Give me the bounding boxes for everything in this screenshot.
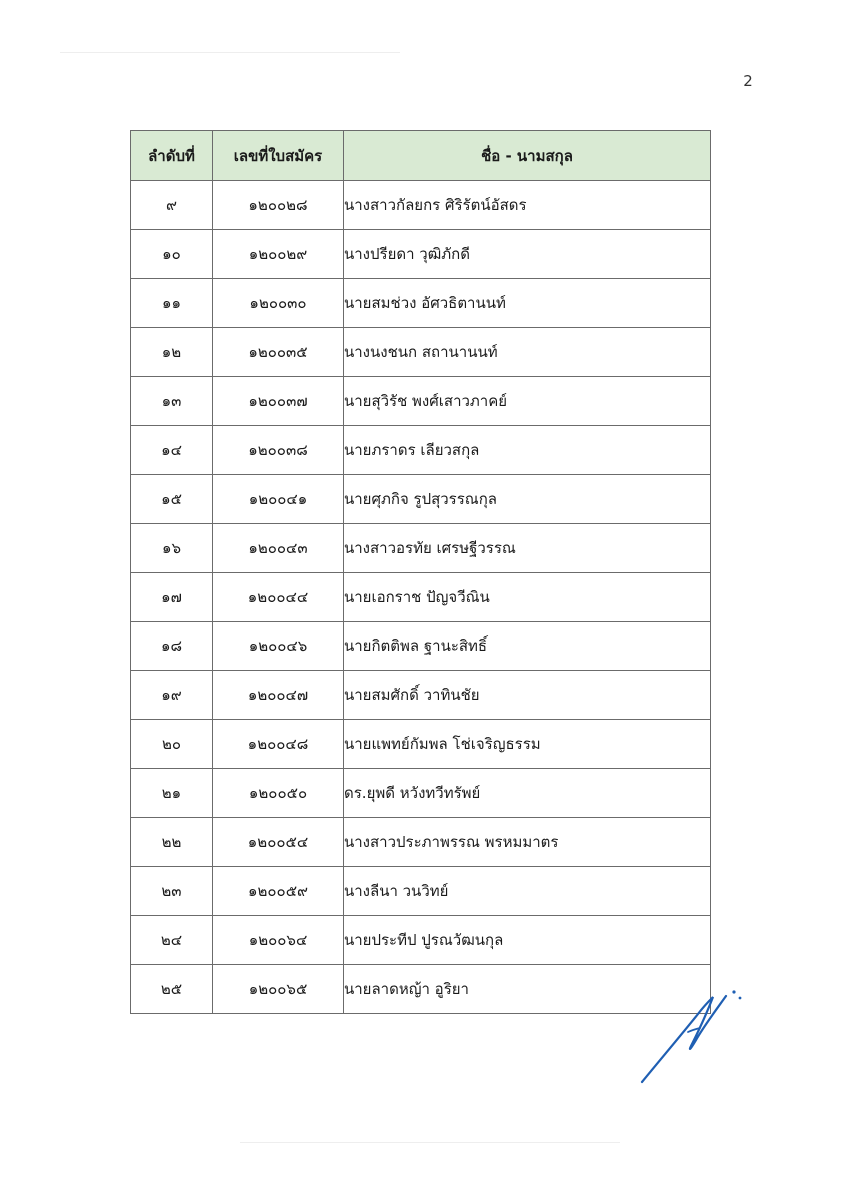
row-seq: ๑๐ — [131, 230, 213, 279]
scan-artifact-line — [240, 1142, 620, 1143]
row-name: นางสาวประภาพรรณ พรหมมาตร — [344, 818, 711, 867]
row-name: นางนงชนก สถานานนท์ — [344, 328, 711, 377]
table-row — [131, 524, 711, 573]
signature — [630, 980, 750, 1090]
row-name: นายสุวิรัช พงศ์เสาวภาคย์ — [344, 377, 711, 426]
table-row — [131, 377, 711, 426]
table-row — [131, 622, 711, 671]
row-seq: ๑๘ — [131, 622, 213, 671]
table-row — [131, 328, 711, 377]
table-row — [131, 720, 711, 769]
page-number: 2 — [743, 72, 753, 90]
row-seq: ๙ — [131, 181, 213, 230]
row-seq: ๒๓ — [131, 867, 213, 916]
row-app-no: ๑๒๐๐๒๙ — [213, 230, 344, 279]
row-name: ดร.ยุพดี หวังทวีทรัพย์ — [344, 769, 711, 818]
row-app-no: ๑๒๐๐๔๑ — [213, 475, 344, 524]
row-app-no: ๑๒๐๐๓๐ — [213, 279, 344, 328]
row-name: นางสาวอรทัย เศรษฐีวรรณ — [344, 524, 711, 573]
row-name: นายแพทย์กัมพล โช่เจริญธรรม — [344, 720, 711, 769]
table-row — [131, 230, 711, 279]
row-app-no: ๑๒๐๐๔๗ — [213, 671, 344, 720]
row-app-no: ๑๒๐๐๕๙ — [213, 867, 344, 916]
row-app-no: ๑๒๐๐๔๓ — [213, 524, 344, 573]
table-row — [131, 181, 711, 230]
row-seq: ๒๑ — [131, 769, 213, 818]
row-name: นายสมช่วง อัศวธิตานนท์ — [344, 279, 711, 328]
table-header-row — [131, 131, 711, 181]
row-seq: ๑๖ — [131, 524, 213, 573]
row-seq: ๑๑ — [131, 279, 213, 328]
table-row — [131, 818, 711, 867]
table-row — [131, 769, 711, 818]
row-name: นางลีนา วนวิทย์ — [344, 867, 711, 916]
row-app-no: ๑๒๐๐๔๔ — [213, 573, 344, 622]
table-row — [131, 965, 711, 1014]
row-app-no: ๑๒๐๐๓๘ — [213, 426, 344, 475]
table-row — [131, 916, 711, 965]
row-name: นายประทีป ปูรณวัฒนกุล — [344, 916, 711, 965]
scan-artifact-line — [60, 52, 400, 53]
row-seq: ๑๓ — [131, 377, 213, 426]
row-seq: ๒๔ — [131, 916, 213, 965]
table-row — [131, 475, 711, 524]
row-name: นายภราดร เลียวสกุล — [344, 426, 711, 475]
row-name: นายศุภกิจ รูปสุวรรณกุล — [344, 475, 711, 524]
header-name: ชื่อ - นามสกุล — [344, 131, 711, 181]
row-app-no: ๑๒๐๐๓๕ — [213, 328, 344, 377]
row-name: นางปรียดา วุฒิภักดี — [344, 230, 711, 279]
row-name: นายลาดหญ้า อูริยา — [344, 965, 711, 1014]
row-app-no: ๑๒๐๐๖๕ — [213, 965, 344, 1014]
row-seq: ๒๒ — [131, 818, 213, 867]
row-seq: ๑๗ — [131, 573, 213, 622]
table-row — [131, 279, 711, 328]
row-app-no: ๑๒๐๐๒๘ — [213, 181, 344, 230]
row-seq: ๑๙ — [131, 671, 213, 720]
row-app-no: ๑๒๐๐๓๗ — [213, 377, 344, 426]
row-app-no: ๑๒๐๐๕๔ — [213, 818, 344, 867]
row-name: นางสาวกัลยกร ศิริรัตน์อัสดร — [344, 181, 711, 230]
table-row — [131, 867, 711, 916]
applicant-table — [130, 130, 711, 1014]
row-name: นายเอกราช ปัญจวีณิน — [344, 573, 711, 622]
header-app-no: เลขที่ใบสมัคร — [213, 131, 344, 181]
row-app-no: ๑๒๐๐๔๘ — [213, 720, 344, 769]
row-seq: ๑๒ — [131, 328, 213, 377]
row-seq: ๒๕ — [131, 965, 213, 1014]
row-seq: ๑๕ — [131, 475, 213, 524]
header-seq: ลำดับที่ — [131, 131, 213, 181]
row-app-no: ๑๒๐๐๖๔ — [213, 916, 344, 965]
row-name: นายสมศักดิ์ วาทินชัย — [344, 671, 711, 720]
row-app-no: ๑๒๐๐๔๖ — [213, 622, 344, 671]
row-app-no: ๑๒๐๐๕๐ — [213, 769, 344, 818]
row-name: นายกิตติพล ฐานะสิทธิ์ — [344, 622, 711, 671]
table-row — [131, 426, 711, 475]
row-seq: ๒๐ — [131, 720, 213, 769]
table-row — [131, 573, 711, 622]
table-row — [131, 671, 711, 720]
table-body — [131, 181, 711, 1014]
row-seq: ๑๔ — [131, 426, 213, 475]
